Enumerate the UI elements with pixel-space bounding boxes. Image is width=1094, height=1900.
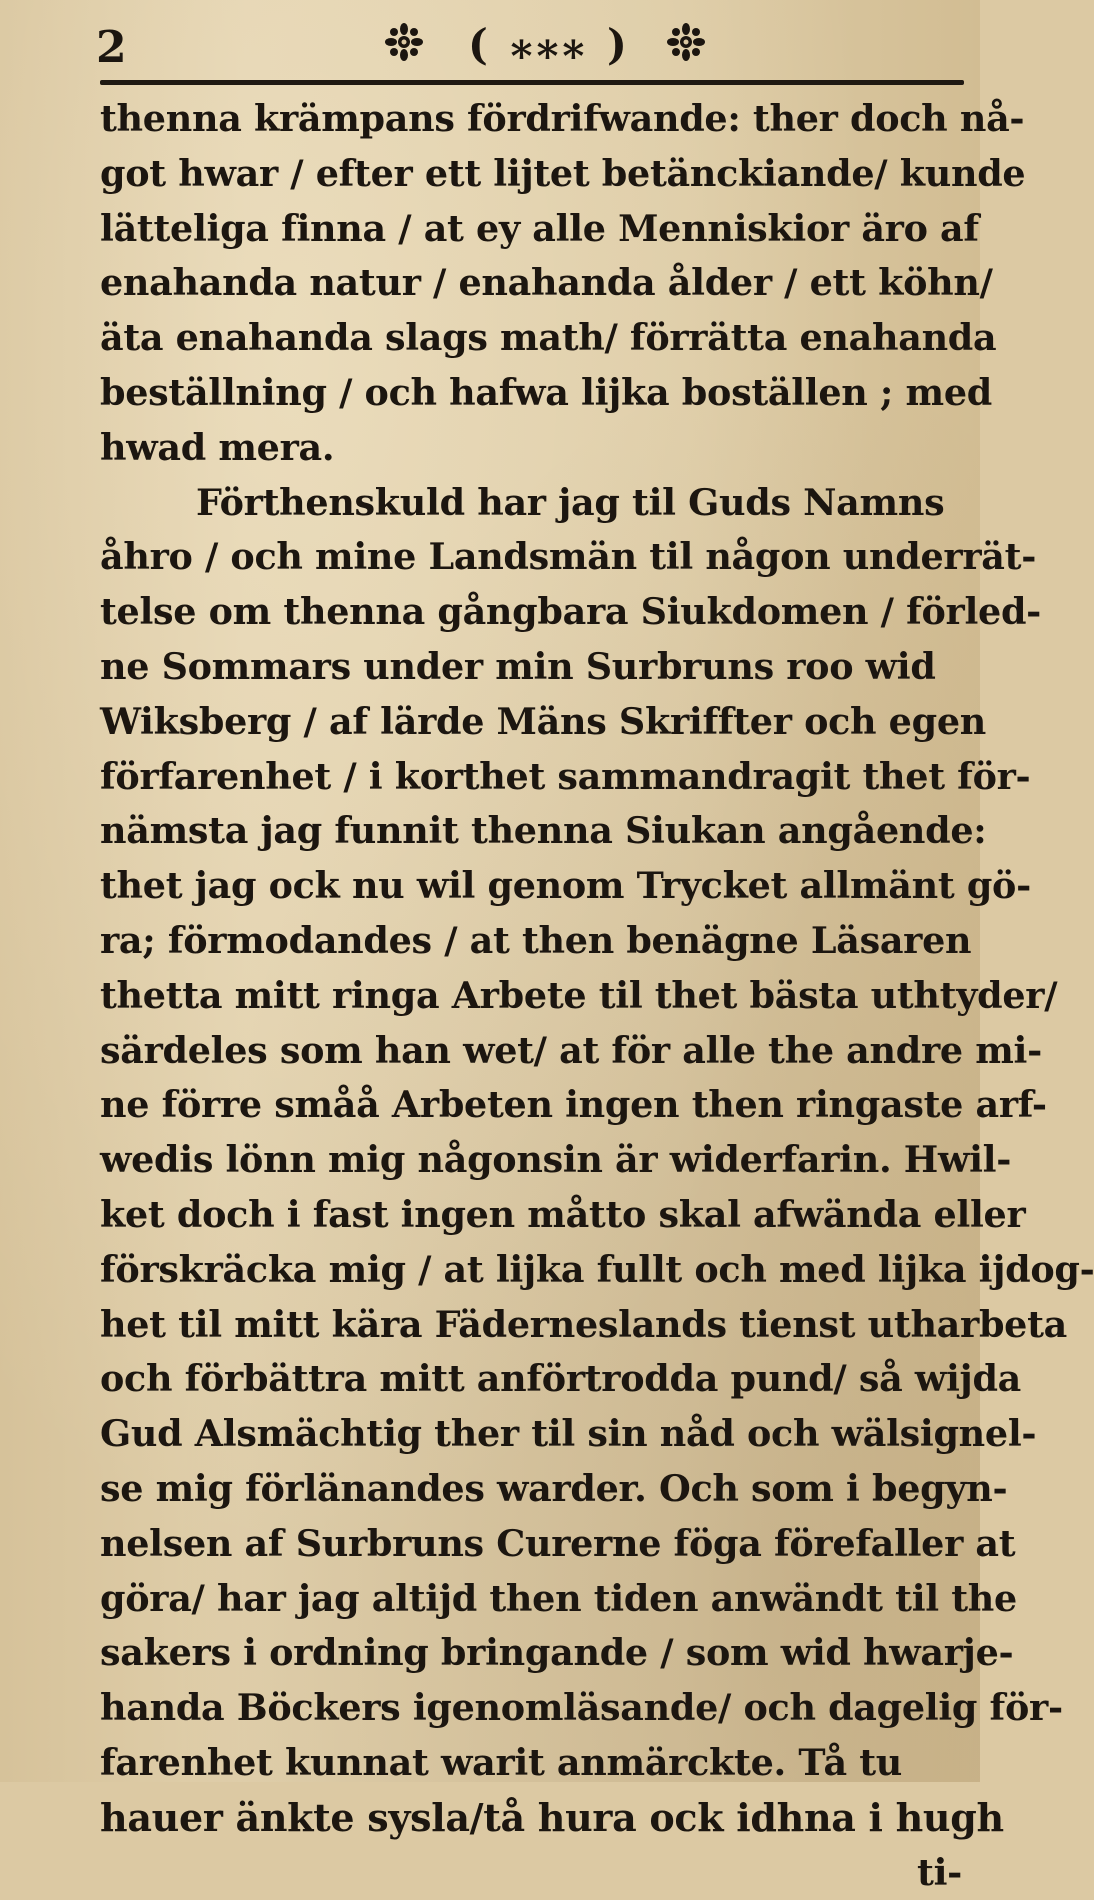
text-line: het til mitt kära Fäderneslands tienst utharbeta [100, 1298, 966, 1353]
page-header [96, 12, 966, 82]
text-line: nämsta jag funnit thenna Siukan angående: [100, 804, 966, 859]
page-number: 2 [96, 26, 127, 70]
text-line: thet jag ock nu wil genom Trycket allmänt gö- [100, 859, 966, 914]
text-line: Wiksberg / af lärde Mäns Skriffter och egen [100, 695, 966, 750]
text-line: åhro / och mine Landsmän til någon underrät- [100, 530, 966, 585]
text-line: ket doch i fast ingen måtto skal afwända eller [100, 1188, 966, 1243]
text-line: hauer änkte sysla/tå hura ock idhna i hugh [100, 1791, 966, 1846]
flower-ornament-icon [666, 22, 706, 62]
text-line: lätteliga finna / at ey alle Menniskior äro af [100, 202, 966, 257]
text-line: och förbättra mitt anförtrodda pund/ så wijda [100, 1352, 966, 1407]
text-line: förskräcka mig / at lijka fullt och med lijka ijdog- [100, 1243, 966, 1298]
text-line: got hwar / efter ett lijtet betänckiande/ kunde [100, 147, 966, 202]
catchword: ti- [100, 1846, 966, 1900]
text-line: enahanda natur / enahanda ålder / ett köhn/ [100, 256, 966, 311]
text-line: ne förre småå Arbeten ingen then ringaste arf- [100, 1078, 966, 1133]
text-line: se mig förlänandes warder. Och som i begyn- [100, 1462, 966, 1517]
text-line: wedis lönn mig någonsin är widerfarin. Hwil- [100, 1133, 966, 1188]
paragraph-start-line: Förthenskuld har jag til Guds Namns [100, 476, 966, 531]
text-line: äta enahanda slags math/ förrätta enahanda [100, 311, 966, 366]
text-line: hwad mera. [100, 421, 966, 476]
text-line: ra; förmodandes / at then benägne Läsaren [100, 914, 966, 969]
text-line: thenna krämpans fördrifwande: ther doch nå- [100, 92, 966, 147]
flower-ornament-icon [384, 22, 424, 62]
text-line: nelsen af Surbruns Curerne föga förefaller at [100, 1517, 966, 1572]
text-line: telse om thenna gångbara Siukdomen / förled- [100, 585, 966, 640]
text-line: göra/ har jag altijd then tiden anwändt til the [100, 1572, 966, 1627]
header-rule [100, 80, 964, 85]
text-line: beställning / och hafwa lijka boställen ; med [100, 366, 966, 421]
text-line: Gud Alsmächtig ther til sin nåd och wälsignel- [100, 1407, 966, 1462]
text-line: thetta mitt ringa Arbete til thet bästa uthtyder/ [100, 969, 966, 1024]
text-line: farenhet kunnat warit anmärckte. Tå tu [100, 1736, 966, 1791]
text-line: sakers i ordning bringande / som wid hwarje- [100, 1626, 966, 1681]
signature-mark: ( ⁎⁎⁎ ) [468, 24, 631, 66]
text-line: förfarenhet / i korthet sammandragit thet för- [100, 750, 966, 805]
text-line: handa Böckers igenomläsande/ och dagelig för- [100, 1681, 966, 1736]
text-line: ne Sommars under min Surbruns roo wid [100, 640, 966, 695]
body-text [100, 92, 966, 1900]
text-line: särdeles som han wet/ at för alle the andre mi- [100, 1024, 966, 1079]
